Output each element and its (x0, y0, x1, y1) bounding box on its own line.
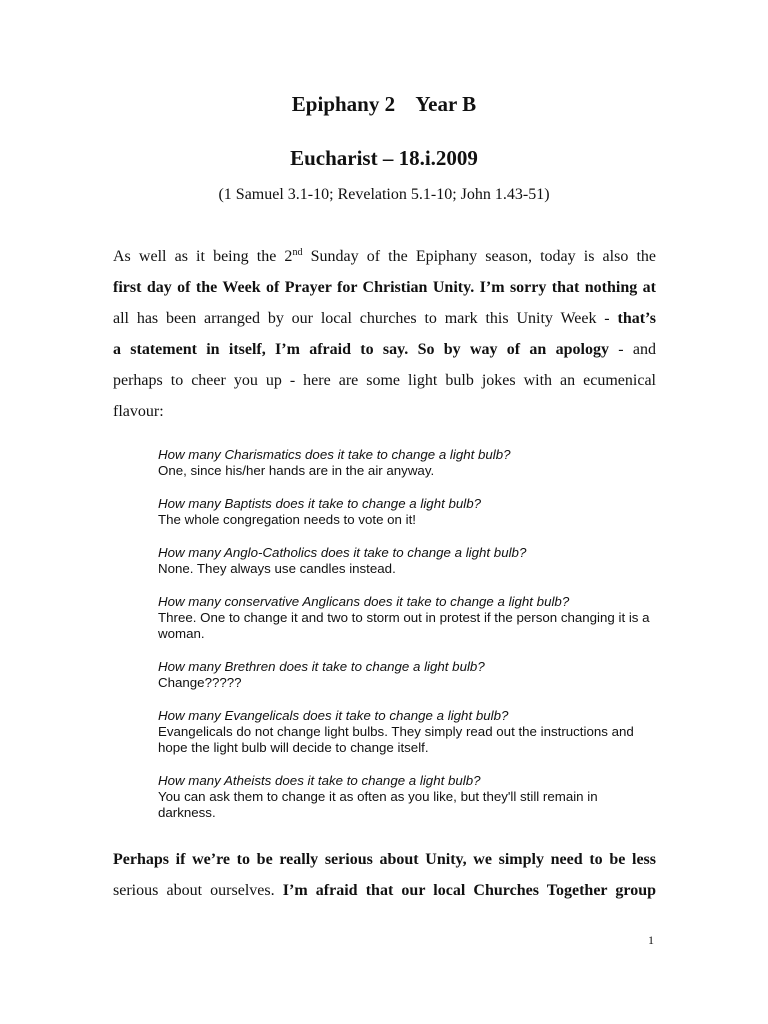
intro-line-4 (113, 334, 656, 365)
joke-answer: One, since his/her hands are in the air anyway. (158, 463, 435, 478)
intro-text: all has been arranged by our local churches to mark this Unity Week - (113, 310, 618, 327)
joke-answer: Three. One to change it and two to storm out in protest if the person changing it is a woman. (158, 610, 650, 641)
joke-question: How many Evangelicals does it take to change a light bulb? (158, 708, 509, 723)
intro-text: As well as it being the 2 (113, 248, 293, 265)
joke-question: How many Baptists does it take to change a light bulb? (158, 496, 482, 511)
intro-bold-text: a statement in itself, I’m afraid to say. So by way of an apology (113, 341, 609, 358)
joke-item (158, 447, 658, 479)
joke-item (158, 496, 658, 528)
joke-answer: Change????? (158, 675, 242, 690)
joke-question: How many Atheists does it take to change a light bulb? (158, 773, 481, 788)
joke-question: How many Anglo-Catholics does it take to change a light bulb? (158, 545, 527, 560)
joke-item (158, 545, 658, 577)
joke-answer: You can ask them to change it as often as you like, but they'll still remain in darkness. (158, 789, 598, 820)
joke-item (158, 708, 658, 756)
ordinal-suffix: nd (292, 247, 303, 258)
closing-line-1: Perhaps if we’re to be really serious about Unity, we simply need to be less (113, 851, 656, 868)
intro-bold-text: that’s (617, 310, 656, 327)
intro-text: - and (608, 341, 656, 358)
joke-item (158, 659, 658, 691)
intro-text: Sunday of the Epiphany season, today is also the (302, 248, 657, 265)
closing-paragraph (113, 844, 656, 906)
joke-item (158, 773, 658, 821)
joke-question: How many conservative Anglicans does it take to change a light bulb? (158, 594, 570, 609)
joke-answer: The whole congregation needs to vote on it! (158, 512, 416, 527)
page-number: 1 (648, 933, 654, 947)
bible-readings: (1 Samuel 3.1-10; Revelation 5.1-10; John 1.43-51) (218, 186, 550, 203)
joke-answer: None. They always use candles instead. (158, 561, 396, 576)
closing-text: serious about ourselves. (113, 882, 283, 899)
joke-question: How many Charismatics does it take to change a light bulb? (158, 447, 511, 462)
joke-list (158, 447, 658, 838)
intro-paragraph (113, 241, 656, 427)
sermon-subtitle: Eucharist – 18.i.2009 (290, 146, 478, 170)
intro-line-6: flavour: (113, 403, 164, 420)
intro-line-2: first day of the Week of Prayer for Christian Unity. I’m sorry that nothing at (113, 279, 656, 296)
joke-item (158, 594, 658, 642)
joke-question: How many Brethren does it take to change a light bulb? (158, 659, 485, 674)
sermon-title: Epiphany 2 Year B (291, 92, 477, 116)
closing-bold-text: I’m afraid that our local Churches Together group (282, 882, 656, 899)
joke-answer: Evangelicals do not change light bulbs. They simply read out the instructions and hope the light bulb will decide to change itself. (158, 724, 634, 755)
intro-line-5: perhaps to cheer you up - here are some light bulb jokes with an ecumenical (113, 372, 656, 389)
intro-line-3 (113, 303, 656, 334)
intro-line-1 (113, 241, 656, 272)
closing-line-2 (113, 875, 656, 906)
